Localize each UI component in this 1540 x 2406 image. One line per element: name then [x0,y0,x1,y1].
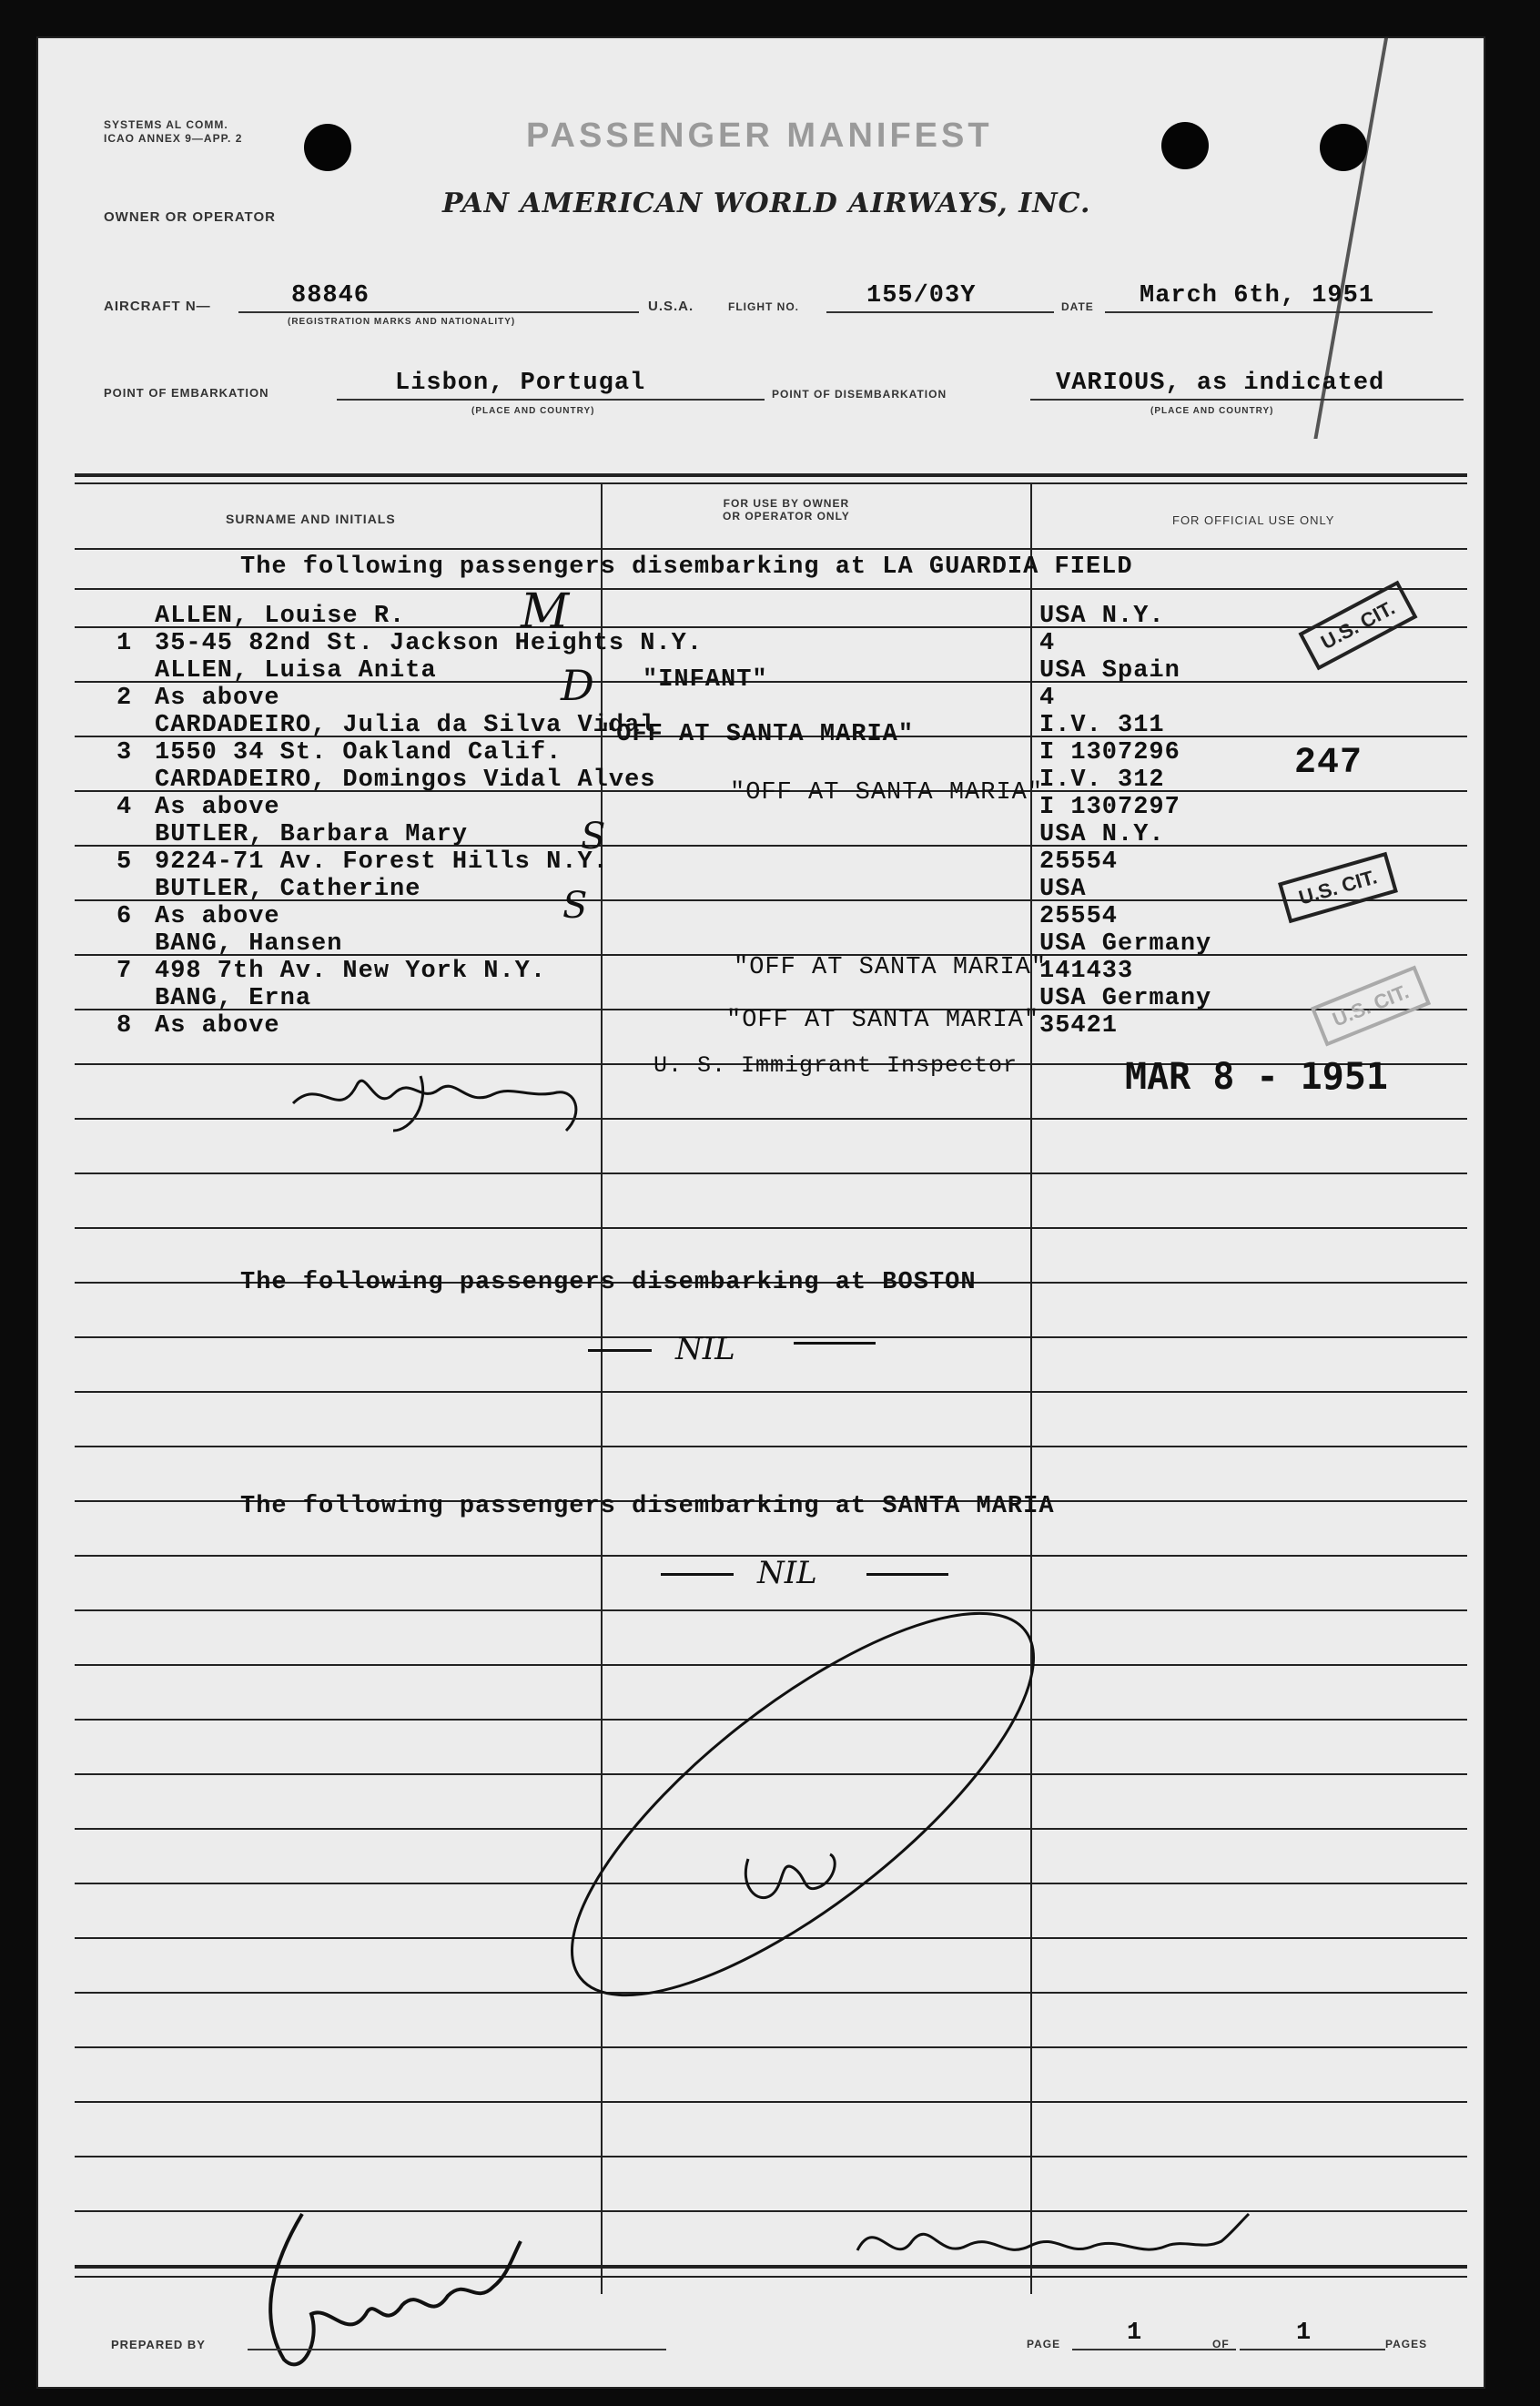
manifest-page [38,38,1484,2387]
passenger-number: 1 [117,630,133,657]
date-stamp: MAR 8 - 1951 [1125,1056,1388,1098]
official-entry: USA Germany [1039,930,1212,958]
passenger-name: BANG, Hansen [155,930,343,958]
passenger-name: ALLEN, Louise R. [155,603,406,630]
system-reference [104,118,242,146]
page-number: 1 [1127,2320,1143,2347]
flight-value: 155/03Y [866,282,977,310]
passenger-address: As above [155,903,280,930]
disembarkation-value: VARIOUS, as indicated [1056,370,1385,397]
official-entry: USA Germany [1039,985,1212,1012]
passenger-number: 7 [117,958,133,985]
handwritten-mark: S [562,885,588,927]
system-ref-line: SYSTEMS AL COMM. [104,118,228,131]
official-entry: USA N.Y. [1039,603,1165,630]
official-entry: 4 [1039,630,1056,657]
official-entry: I.V. 312 [1039,766,1165,794]
passenger-address: As above [155,685,280,712]
owner-remark: "OFF AT SANTA MARIA" [730,779,1044,807]
column-header-owner-line: FOR USE BY OWNER [723,497,850,510]
section-heading-santa-maria: The following passengers disembarking at SANTA MARIA [240,1493,1055,1520]
official-entry: USA N.Y. [1039,821,1165,848]
usa-label: U.S.A. [648,299,694,314]
column-header-owner-line: OR OPERATOR ONLY [723,510,850,523]
passenger-number: 5 [117,848,133,876]
passenger-number: 8 [117,1012,133,1040]
passenger-address: 1550 34 St. Oakland Calif. [155,739,562,766]
passenger-name: BUTLER, Catherine [155,876,421,903]
owner-remark: "OFF AT SANTA MARIA" [734,954,1048,981]
date-value: March 6th, 1951 [1140,282,1375,310]
passenger-number: 4 [117,794,133,821]
passenger-address: 498 7th Av. New York N.Y. [155,958,547,985]
official-signature [839,2196,1258,2278]
column-header-owner [723,497,850,523]
punch-hole [1320,124,1367,171]
handwritten-mark: S [581,816,606,858]
passenger-name: CARDADEIRO, Domingos Vidal Alves [155,766,656,794]
official-entry: I.V. 311 [1039,712,1165,739]
passenger-address: 35-45 82nd St. Jackson Heights N.Y. [155,630,704,657]
aircraft-value: 88846 [291,282,370,310]
handwritten-mark: M [521,584,570,639]
handwritten-mark: D [561,661,594,710]
inspector-signature [284,1040,612,1140]
official-entry: 35421 [1039,1012,1119,1040]
nil-entry: NIL [757,1555,817,1591]
total-pages: 1 [1296,2320,1312,2347]
page-label: PAGE [1027,2338,1061,2350]
passenger-address: As above [155,794,280,821]
owner-remark: "OFF AT SANTA MARIA" [601,721,915,748]
passenger-number: 6 [117,903,133,930]
punch-hole [1161,122,1209,169]
official-entry: 25554 [1039,903,1119,930]
passenger-name: BANG, Erna [155,985,312,1012]
passenger-number: 2 [117,685,133,712]
official-entry: 25554 [1039,848,1119,876]
section-heading-laguardia: The following passengers disembarking at LA GUARDIA FIELD [240,553,1133,581]
official-entry: USA Spain [1039,657,1180,685]
us-citizen-stamp: U.S. CIT. [1278,852,1398,923]
date-label: DATE [1061,300,1094,313]
official-entry: I 1307296 [1039,739,1180,766]
embarkation-sublabel: (PLACE AND COUNTRY) [471,406,595,416]
column-header-surname: SURNAME AND INITIALS [226,512,396,526]
pages-label: PAGES [1385,2338,1428,2350]
aircraft-sublabel: (REGISTRATION MARKS AND NATIONALITY) [288,317,516,327]
owner-remark: "INFANT" [643,666,768,694]
embarkation-value: Lisbon, Portugal [395,370,646,397]
passenger-number: 3 [117,739,133,766]
us-citizen-stamp: U.S. CIT. [1298,581,1417,671]
owner-remark: "OFF AT SANTA MARIA" [726,1007,1040,1034]
of-label: OF [1212,2338,1230,2350]
passenger-name: BUTLER, Barbara Mary [155,821,469,848]
aircraft-label: AIRCRAFT N— [104,299,211,314]
nil-entry: NIL [675,1331,735,1367]
file-number: 247 [1294,743,1363,784]
page-title: PASSENGER MANIFEST [526,117,993,155]
punch-hole [304,124,351,171]
flight-label: FLIGHT NO. [728,300,799,313]
owner-label: OWNER OR OPERATOR [104,209,276,225]
official-entry: USA [1039,876,1087,903]
official-entry: I 1307297 [1039,794,1180,821]
inspector-stamp: U. S. Immigrant Inspector [653,1052,1018,1079]
column-header-official: FOR OFFICIAL USE ONLY [1172,513,1335,527]
prepared-by-label: PREPARED BY [111,2338,206,2351]
passenger-address: 9224-71 Av. Forest Hills N.Y. [155,848,609,876]
owner-value: PAN AMERICAN WORLD AIRWAYS, INC. [442,188,1091,219]
disembarkation-sublabel: (PLACE AND COUNTRY) [1150,406,1274,416]
passenger-address: As above [155,1012,280,1040]
preparer-signature [238,2205,539,2378]
official-entry: 141433 [1039,958,1134,985]
handwritten-oval [530,1586,1076,2023]
official-entry: 4 [1039,685,1056,712]
us-citizen-stamp: U.S. CIT. [1311,965,1431,1046]
passenger-name: ALLEN, Luisa Anita [155,657,437,685]
disembarkation-label: POINT OF DISEMBARKATION [772,388,947,401]
section-heading-boston: The following passengers disembarking at BOSTON [240,1269,977,1296]
embarkation-label: POINT OF EMBARKATION [104,386,269,400]
passenger-name: CARDADEIRO, Julia da Silva Vidal [155,712,656,739]
system-ref-line: ICAO ANNEX 9—APP. 2 [104,132,243,145]
